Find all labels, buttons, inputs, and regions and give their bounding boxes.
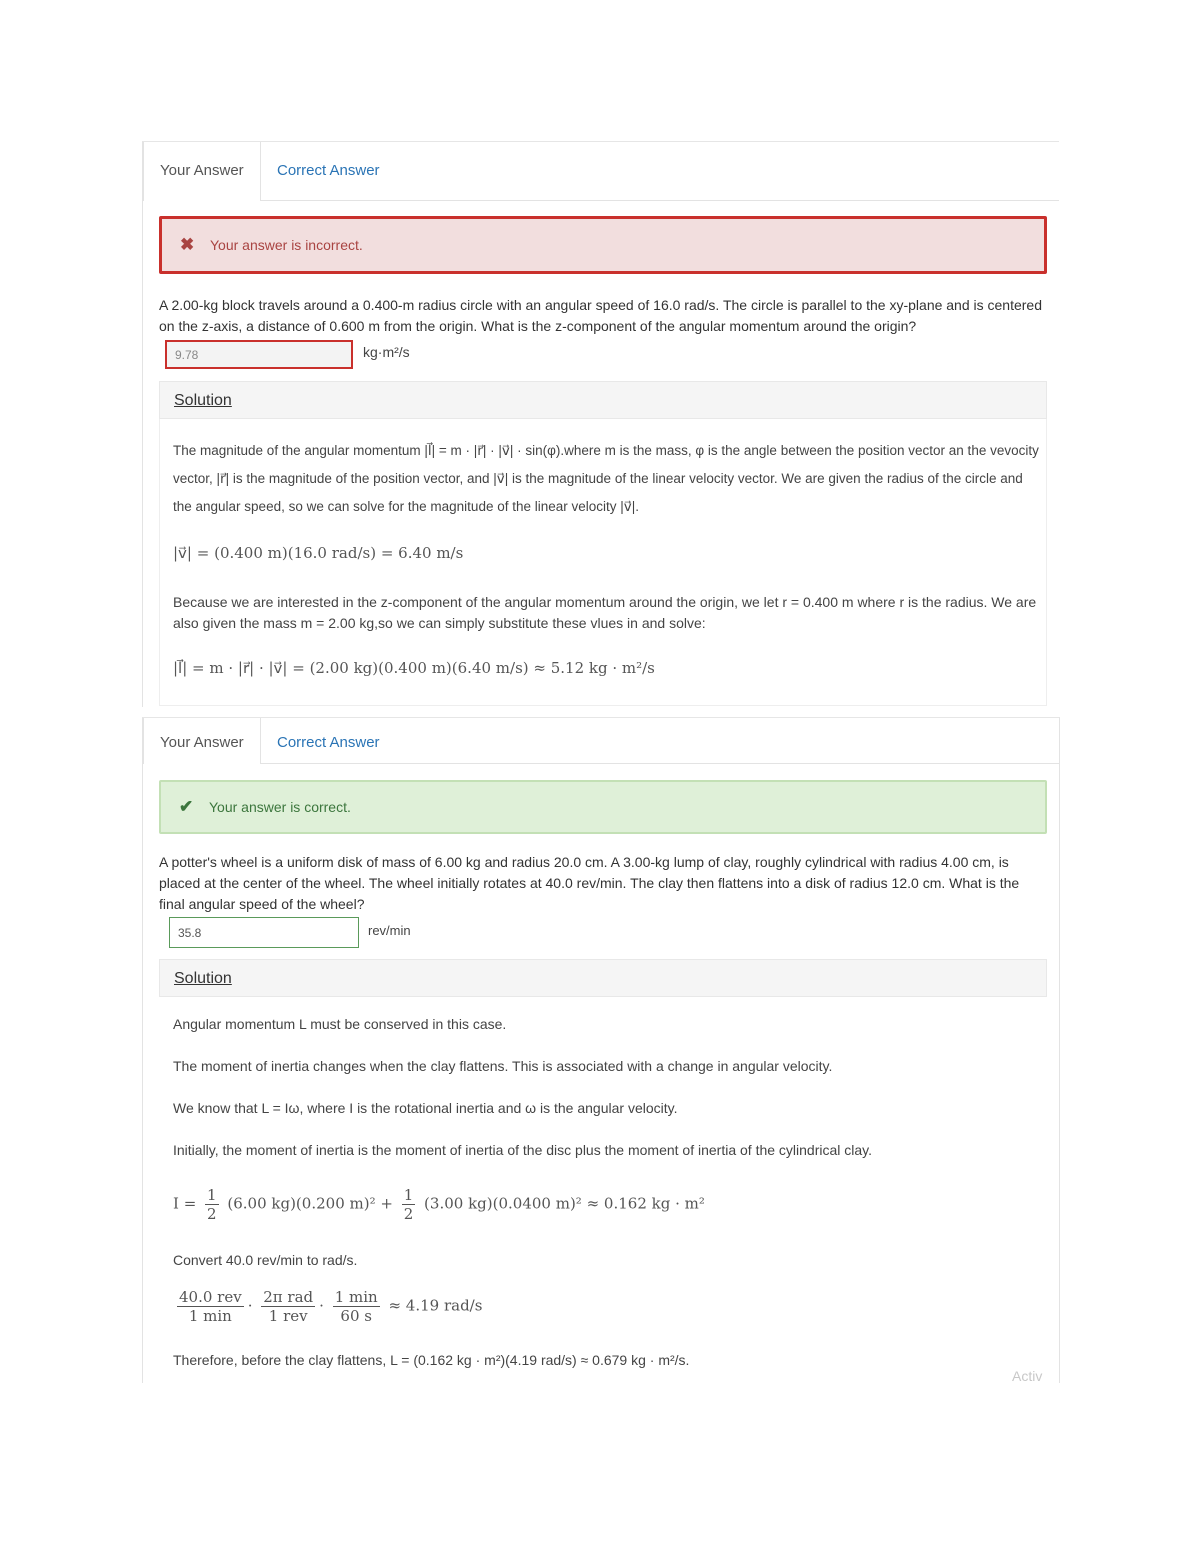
solution-step-6: Therefore, before the clay flattens, L = (0.162 kg · m²)(4.19 rad/s) ≈ 0.679 kg · m²/s.	[173, 1352, 690, 1368]
solution-toggle[interactable]	[159, 959, 1047, 997]
result-panel-2	[142, 717, 1060, 1383]
solution-step-4: Initially, the moment of inertia is the moment of inertia of the disc plus the moment of inertia of the cylindrical clay.	[173, 1142, 873, 1158]
solution-label: Solution	[174, 392, 232, 409]
equation-angular-momentum: |l⃗| = m · |r⃗| · |v⃗| = (2.00 kg)(0.400 m)(6.40 m/s) ≈ 5.12 kg · m²/s	[173, 659, 655, 677]
tab-your-answer[interactable]: Your Answer	[143, 142, 261, 201]
answer-tabs	[143, 718, 1059, 764]
solution-step-5: Convert 40.0 rev/min to rad/s.	[173, 1252, 358, 1268]
answer-tabs	[143, 142, 1059, 201]
x-icon: ✖	[180, 235, 195, 254]
incorrect-alert	[159, 216, 1047, 274]
question-text: A 2.00-kg block travels around a 0.400-m radius circle with an angular speed of 16.0 rad/s. The circle is parallel to the xy-plane and is centered on the z-axis, a distance of 0.600 m from the origin. What is the z-component of the angular momentum around the origin?	[159, 297, 1043, 334]
solution-toggle[interactable]	[159, 381, 1047, 419]
result-panel-1	[142, 141, 1059, 707]
correct-alert	[159, 780, 1047, 834]
solution-label: Solution	[174, 970, 232, 987]
answer-field[interactable]: 9.78	[165, 340, 353, 369]
equation-inertia: I = $\frac{1}{2}$ (6.00 kg)(0.200 m)² + $\frac{1}{2}$ (3.00 kg)(0.0400 m)² ≈ 0.162 kg · m²	[173, 1186, 705, 1223]
equation-velocity: |v⃗| = (0.400 m)(16.0 rad/s) = 6.40 m/s	[173, 544, 464, 562]
tab-correct-answer[interactable]: Correct Answer	[277, 734, 380, 751]
status-text: Your answer is incorrect.	[210, 237, 363, 253]
answer-unit: rev/min	[368, 923, 411, 938]
question-text: A potter's wheel is a uniform disk of mass of 6.00 kg and radius 20.0 cm. A 3.00-kg lump of clay, roughly cylindrical with radius 4.00 cm, is placed at the center of the wheel. The wheel initially rotates at 40.0 rev/min. The clay then flattens into a disk of radius 12.0 cm. What is the final angular speed of the wheel?	[159, 854, 1020, 912]
answer-field[interactable]: 35.8	[169, 917, 359, 948]
check-icon: ✔	[179, 797, 194, 816]
solution-paragraph-1: The magnitude of the angular momentum |l⃗| = m · |r⃗| · |v⃗| · sin(φ).where m is the mass, φ is the angle between the position vector an the vevocity vector, |r⃗| is the magnitude of the position vector, and |v⃗| is the magnitude of the linear velocity vector. We are given the radius of the circle and the angular speed, so we can solve for the magnitude of the linear velocity |v⃗|.	[173, 443, 1039, 514]
equation-conversion: $\frac{\text{40.0 rev}}{1 \min}$ · $\frac{\text{2π rad}}{\text{1 rev}}$ · $\frac{1 \min}{60 s}$ ≈ 4.19 rad/s	[179, 1288, 483, 1325]
tab-correct-answer[interactable]: Correct Answer	[277, 162, 380, 179]
solution-paragraph-2: Because we are interested in the z-component of the angular momentum around the origin, we let r = 0.400 m where r is the radius. We are also given the mass m = 2.00 kg,so we can simply substitute these vlues in and solve:	[173, 594, 1037, 631]
solution-step-3: We know that L = Iω, where I is the rotational inertia and ω is the angular velocity.	[173, 1100, 678, 1116]
tab-your-answer[interactable]: Your Answer	[143, 718, 261, 764]
solution-step-1: Angular momentum L must be conserved in this case.	[173, 1016, 507, 1032]
activate-watermark: Activ	[1012, 1368, 1043, 1384]
answer-unit: kg·m²/s	[363, 344, 410, 360]
solution-step-2: The moment of inertia changes when the clay flattens. This is associated with a change in angular velocity.	[173, 1058, 833, 1074]
status-text: Your answer is correct.	[209, 799, 351, 815]
